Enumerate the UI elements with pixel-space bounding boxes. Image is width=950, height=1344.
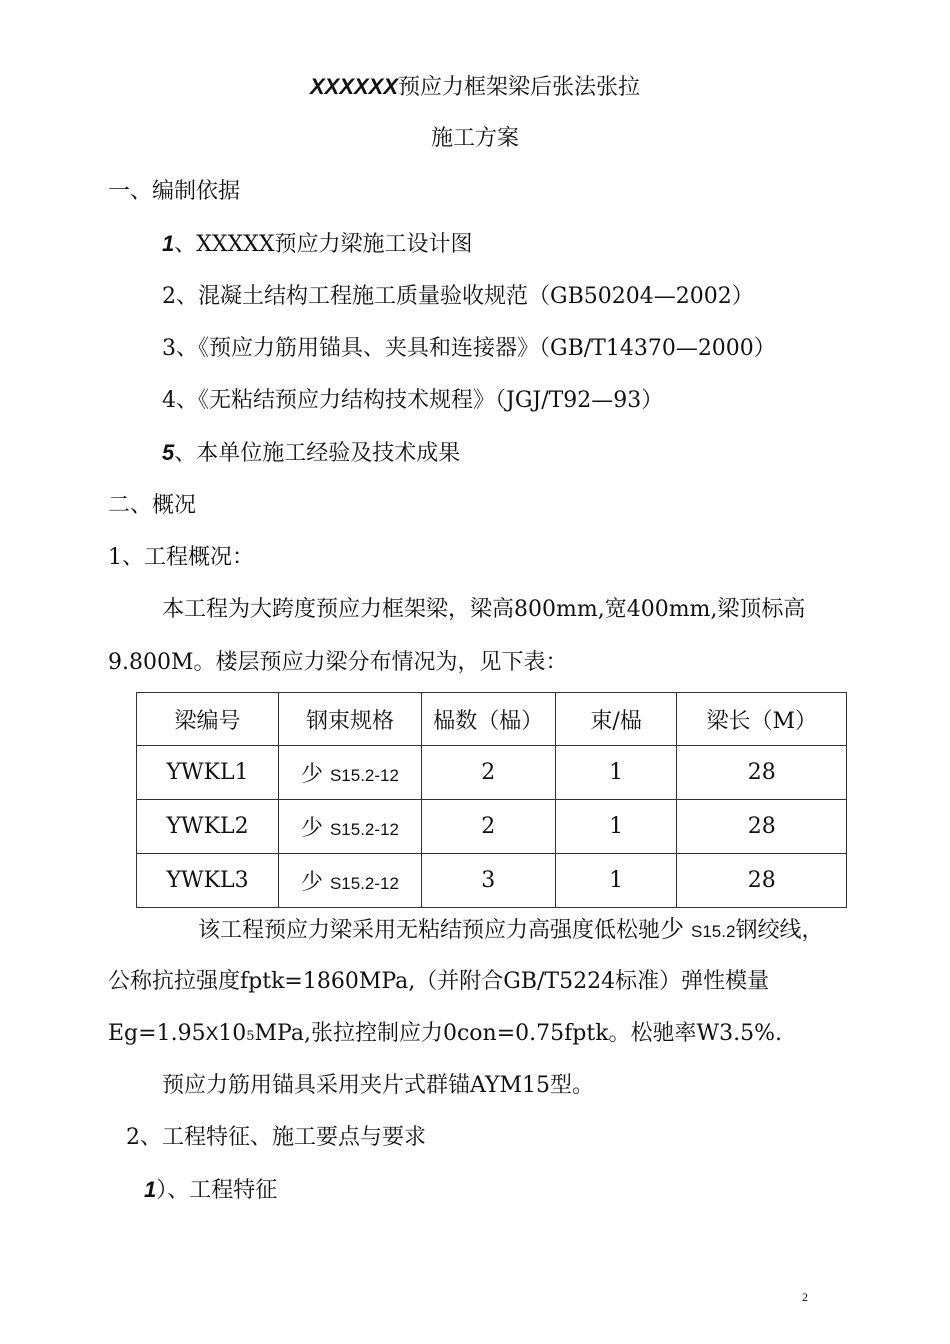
cell-beam-id: YWKL3 bbox=[137, 854, 279, 908]
cell-tendon-spec: 少 S15.2-12 bbox=[279, 854, 422, 908]
material-paragraph-line1: 该工程预应力梁采用无粘结预应力高强度低松驰少 S15.2钢绞线， bbox=[198, 915, 824, 943]
reference-item-4 bbox=[162, 386, 663, 416]
cell-length: 28 bbox=[677, 746, 847, 800]
header-per-frame: 束/榀 bbox=[555, 693, 677, 746]
page-number: 2 bbox=[802, 1290, 808, 1304]
reference-text: 、《无粘结预应力结构技术规程》（JGJ/T92—93） bbox=[176, 388, 664, 413]
header-length: 梁长（M） bbox=[677, 693, 847, 746]
section1-heading: 一、编制依据 bbox=[108, 179, 241, 204]
material-paragraph-line2: 公称抗拉强度fptk=1860MPa,（并附合GB/T5224标准）弹性模量 bbox=[108, 969, 770, 994]
reference-item-1 bbox=[162, 229, 473, 260]
cell-count: 2 bbox=[421, 746, 555, 800]
beam-distribution-table bbox=[136, 692, 847, 908]
overview-paragraph-line1: 本工程为大跨度预应力框架梁，梁高800mm,宽400mm,梁顶标高 bbox=[162, 597, 806, 622]
material-paragraph-line3: Eg=1.95X105MPa,张拉控制应力0con=0.75fptk。松驰率W3.5%. bbox=[108, 1021, 783, 1046]
document-subtitle: 施工方案 bbox=[430, 126, 519, 151]
cell-per-frame: 1 bbox=[555, 800, 677, 854]
cell-beam-id: YWKL2 bbox=[137, 800, 279, 854]
subsection-features-item-1: 1）、工程特征 bbox=[144, 1177, 278, 1203]
reference-item-2 bbox=[162, 282, 754, 312]
reference-item-3 bbox=[162, 334, 776, 364]
cell-count: 3 bbox=[421, 854, 555, 908]
header-tendon-spec: 钢束规格 bbox=[279, 693, 422, 746]
section2-heading: 二、概况 bbox=[108, 493, 197, 518]
reference-number: 2 bbox=[162, 284, 176, 309]
reference-text: 、混凝土结构工程施工质量验收规范（GB50204—2002） bbox=[176, 284, 754, 309]
cell-length: 28 bbox=[677, 854, 847, 908]
reference-number: 1 bbox=[162, 231, 175, 256]
subsection-features-heading: 2、工程特征、施工要点与要求 bbox=[126, 1125, 426, 1150]
anchorage-paragraph: 预应力筋用锚具采用夹片式群锚AYM15型。 bbox=[162, 1073, 595, 1098]
reference-text: 、XXXXX预应力梁施工设计图 bbox=[174, 232, 473, 257]
reference-item-5 bbox=[162, 438, 460, 469]
cell-tendon-spec: 少 S15.2-12 bbox=[279, 800, 422, 854]
overview-paragraph-line2: 9.800M。楼层预应力梁分布情况为，见下表： bbox=[108, 650, 568, 675]
header-count: 榀数（榀） bbox=[421, 693, 555, 746]
reference-text: 、本单位施工经验及技术成果 bbox=[174, 441, 461, 466]
cell-beam-id: YWKL1 bbox=[137, 746, 279, 800]
table-row bbox=[137, 746, 847, 800]
title-prefix: XXXXXX bbox=[309, 74, 399, 99]
cell-count: 2 bbox=[421, 800, 555, 854]
title-main: 预应力框架梁后张法张拉 bbox=[398, 75, 641, 100]
cell-length: 28 bbox=[677, 800, 847, 854]
cell-per-frame: 1 bbox=[555, 854, 677, 908]
table-header-row bbox=[137, 693, 847, 746]
reference-number: 4 bbox=[162, 388, 176, 413]
reference-text: 、《预应力筋用锚具、夹具和连接器》（GB/T14370—2000） bbox=[176, 336, 776, 361]
cell-tendon-spec: 少 S15.2-12 bbox=[279, 746, 422, 800]
cell-per-frame: 1 bbox=[555, 746, 677, 800]
header-beam-id: 梁编号 bbox=[137, 693, 279, 746]
table-row bbox=[137, 854, 847, 908]
table-row bbox=[137, 800, 847, 854]
document-title bbox=[0, 72, 950, 103]
reference-number: 3 bbox=[162, 336, 176, 361]
subsection-overview-heading: 1、工程概况： bbox=[108, 545, 254, 570]
reference-number: 5 bbox=[162, 440, 175, 465]
